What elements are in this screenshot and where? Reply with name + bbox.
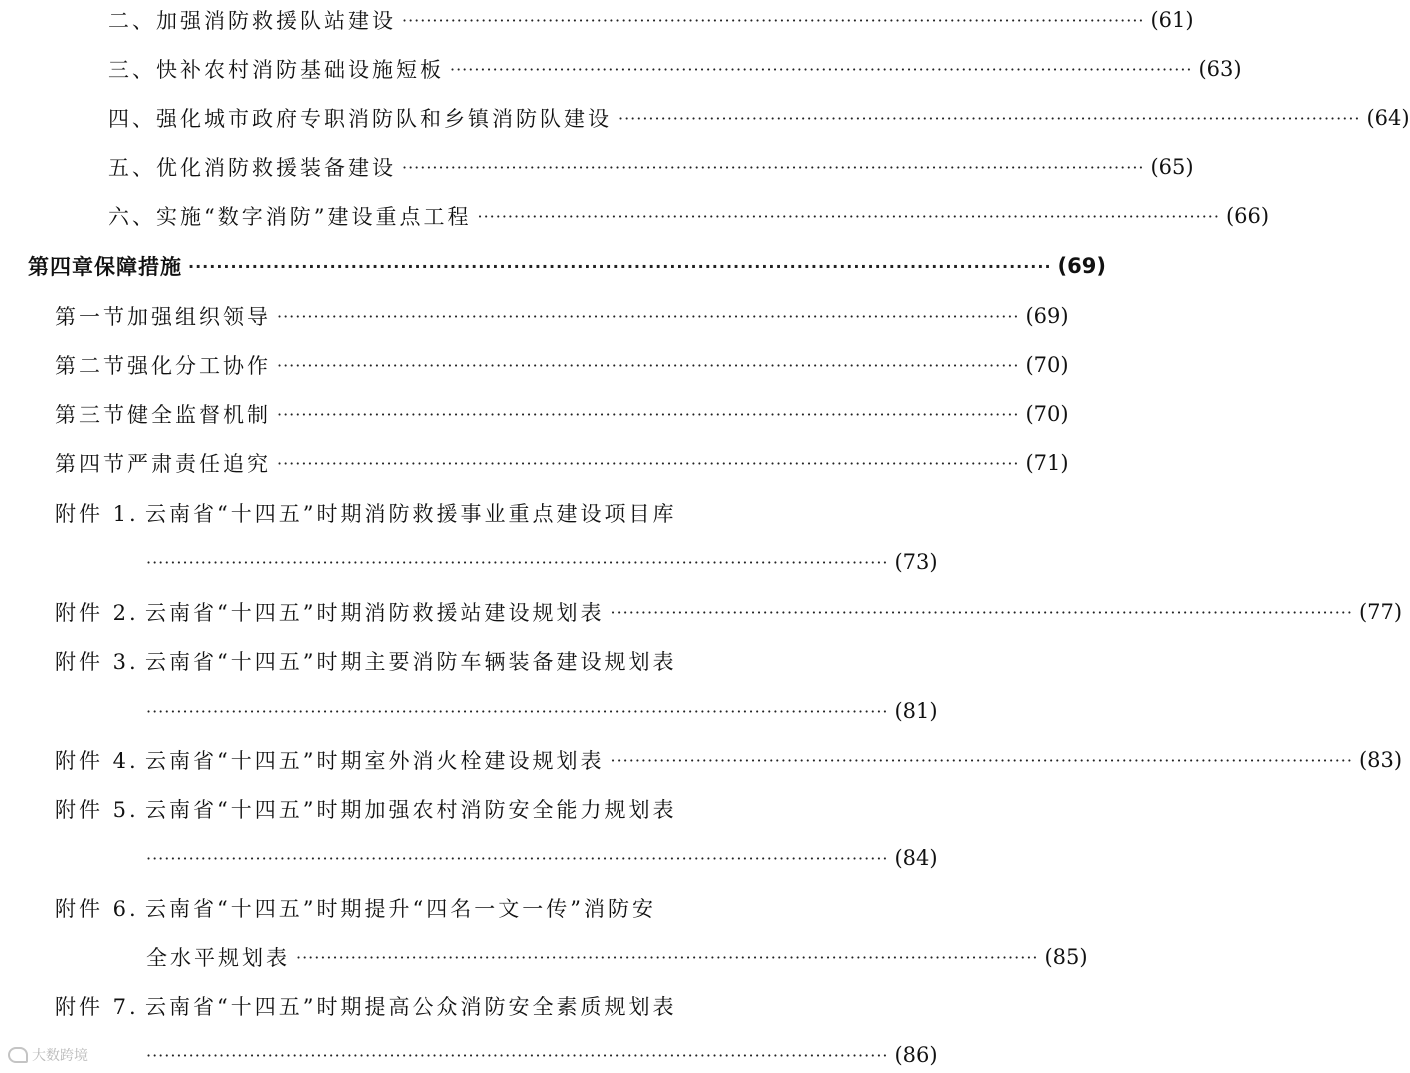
- chapter-number: 第四章: [28, 255, 94, 279]
- attachment-number: 附件 6.: [55, 897, 139, 921]
- toc-entry: [0, 2, 1194, 38]
- chapter-title: 保障措施: [94, 255, 182, 279]
- leader-dots: [477, 207, 1219, 226]
- toc-section-entry: [0, 347, 1069, 383]
- attachment-number: 附件 1.: [55, 502, 139, 526]
- toc-attachment-entry: [0, 988, 855, 1024]
- toc-attachment-entry: [0, 890, 855, 926]
- toc-attachment-entry: [0, 495, 855, 531]
- toc-attachment-entry: [0, 791, 855, 827]
- leader-dots: [146, 553, 888, 572]
- toc-entry-title: 三、快补农村消防基础设施短板: [108, 58, 444, 82]
- leader-dots: [277, 307, 1019, 326]
- toc-attachment-continuation: [0, 693, 946, 729]
- toc-page-number: (77): [1358, 600, 1403, 624]
- toc-page-number: (86): [894, 1043, 938, 1067]
- leader-dots: [402, 11, 1144, 30]
- toc-entry-title: 四、强化城市政府专职消防队和乡镇消防队建设: [108, 107, 612, 131]
- attachment-number: 附件 2.: [55, 601, 139, 625]
- toc-page-number: (61): [1150, 8, 1194, 32]
- toc-page-number: (69): [1025, 304, 1069, 328]
- toc-page-number: (63): [1198, 57, 1242, 81]
- attachment-title: 云南省“十四五”时期提高公众消防安全素质规划表: [145, 995, 677, 1019]
- toc-page-number: (73): [894, 550, 938, 574]
- attachment-title: 云南省“十四五”时期加强农村消防安全能力规划表: [145, 798, 677, 822]
- section-title: 严肃责任追究: [127, 452, 271, 476]
- attachment-title: 云南省“十四五”时期提升“四名一文一传”消防安: [145, 897, 656, 921]
- attachment-number: 附件 3.: [55, 650, 139, 674]
- toc-entry: [0, 149, 1194, 185]
- toc-section-entry: [0, 445, 1069, 481]
- toc-page-number: (69): [1057, 254, 1106, 278]
- toc-page-number: (83): [1358, 748, 1403, 772]
- leader-dots: [450, 60, 1192, 79]
- section-number: 第二节: [55, 354, 127, 378]
- leader-dots: [146, 849, 888, 868]
- toc-entry-title: 二、加强消防救援队站建设: [108, 9, 396, 33]
- attachment-number: 附件 5.: [55, 798, 139, 822]
- toc-section-entry: [0, 298, 1069, 334]
- leader-dots: [618, 109, 1360, 128]
- leader-dots: [146, 1046, 888, 1065]
- toc-page-number: (65): [1150, 155, 1194, 179]
- toc-attachment-continuation: [0, 1037, 946, 1073]
- toc-page-number: (81): [894, 699, 938, 723]
- toc-page-number: (66): [1225, 204, 1270, 228]
- leader-dots: [402, 158, 1144, 177]
- section-number: 第一节: [55, 305, 127, 329]
- leader-dots: [296, 948, 1038, 967]
- toc-page-number: (64): [1366, 106, 1410, 130]
- leader-dots: [277, 405, 1019, 424]
- toc-attachment-continuation: [0, 544, 946, 580]
- toc-attachment-entry: [0, 742, 1403, 778]
- leader-dots: [277, 356, 1019, 375]
- attachment-number: 附件 4.: [55, 749, 139, 773]
- leader-dots: [277, 454, 1019, 473]
- leader-dots: [610, 751, 1352, 770]
- toc-page-number: (70): [1025, 353, 1069, 377]
- attachment-title: 云南省“十四五”时期主要消防车辆装备建设规划表: [145, 650, 677, 674]
- watermark: [8, 1045, 88, 1065]
- toc-page-number: (85): [1044, 945, 1088, 969]
- toc-attachment-entry: [0, 643, 855, 679]
- toc-entry: [0, 198, 1270, 234]
- toc-chapter-entry: [0, 248, 1106, 284]
- section-number: 第三节: [55, 403, 127, 427]
- toc-section-entry: [0, 396, 1069, 432]
- toc-entry: [0, 100, 1410, 136]
- toc-entry: [0, 51, 1242, 87]
- toc-page-number: (70): [1025, 402, 1069, 426]
- section-number: 第四节: [55, 452, 127, 476]
- toc-entry-title: 五、优化消防救援装备建设: [108, 156, 396, 180]
- leader-dots: [146, 702, 888, 721]
- chat-bubble-icon: [8, 1047, 28, 1063]
- toc-attachment-continuation: [0, 840, 946, 876]
- leader-dots: [610, 603, 1352, 622]
- attachment-title: 云南省“十四五”时期室外消火栓建设规划表: [145, 749, 605, 773]
- leader-dots: [188, 257, 1052, 276]
- attachment-title: 云南省“十四五”时期消防救援站建设规划表: [145, 601, 605, 625]
- attachment-title: 云南省“十四五”时期消防救援事业重点建设项目库: [145, 502, 677, 526]
- section-title: 强化分工协作: [127, 354, 271, 378]
- section-title: 加强组织领导: [127, 305, 271, 329]
- toc-attachment-entry: [0, 594, 1403, 630]
- attachment-title-continued: 全水平规划表: [146, 946, 290, 970]
- toc-attachment-continuation: [0, 939, 1088, 975]
- toc-page-number: (84): [894, 846, 938, 870]
- toc-entry-title: 六、实施“数字消防”建设重点工程: [108, 205, 472, 229]
- section-title: 健全监督机制: [127, 403, 271, 427]
- watermark-text: 大数跨境: [32, 1048, 88, 1064]
- attachment-number: 附件 7.: [55, 995, 139, 1019]
- toc-page-number: (71): [1025, 451, 1069, 475]
